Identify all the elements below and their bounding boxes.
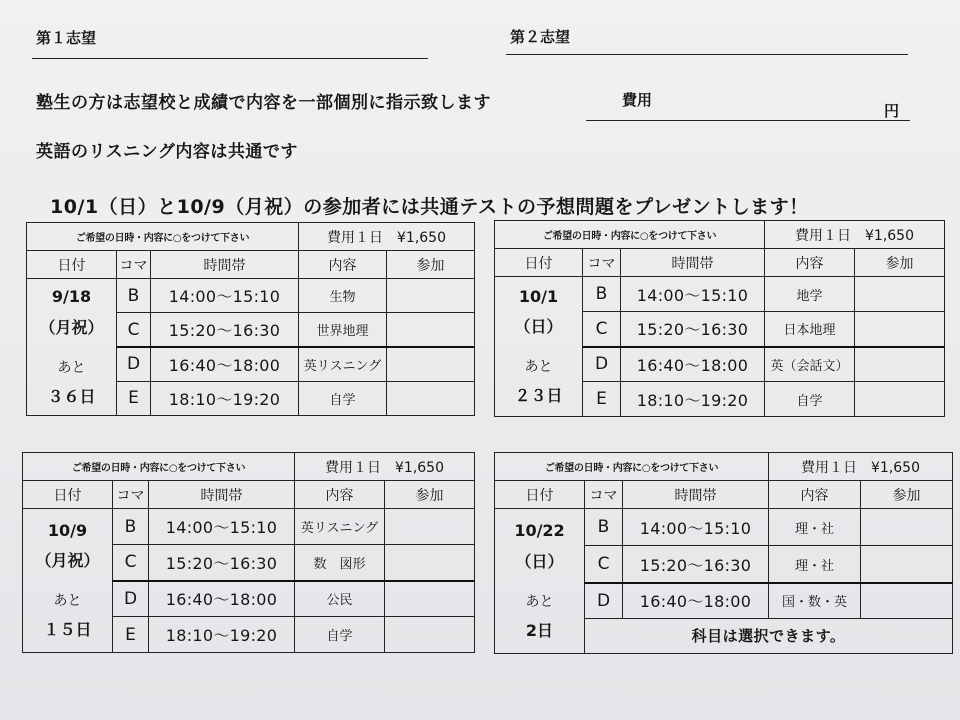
col-header-date: 日付 bbox=[495, 249, 583, 277]
fee-unit: 円 bbox=[884, 102, 900, 120]
col-header-join: 参加 bbox=[855, 249, 945, 277]
join-checkbox[interactable] bbox=[855, 312, 945, 347]
col-header-date: 日付 bbox=[23, 481, 113, 509]
col-header-subject: 内容 bbox=[765, 249, 855, 277]
join-checkbox[interactable] bbox=[385, 545, 475, 581]
subject: 国・数・英 bbox=[769, 583, 861, 618]
table-instruction: ご希望の日時・内容に○をつけて下さい bbox=[495, 221, 765, 249]
schedule-table-1001 bbox=[494, 220, 945, 417]
date-cell bbox=[495, 509, 585, 654]
time-slot: 15:20〜16:30 bbox=[151, 313, 299, 347]
subject: 英リスニング bbox=[299, 347, 387, 381]
date-cell bbox=[27, 279, 117, 416]
days-remaining-label: あと bbox=[53, 593, 82, 610]
time-slot: 14:00〜15:10 bbox=[151, 279, 299, 313]
time-slot: 18:10〜19:20 bbox=[149, 617, 295, 653]
date-value: 10/22 bbox=[514, 521, 565, 541]
time-slot: 16:40〜18:00 bbox=[621, 347, 765, 382]
subject: 自学 bbox=[299, 381, 387, 415]
days-remaining: 2日 bbox=[525, 620, 554, 640]
col-header-join: 参加 bbox=[385, 481, 475, 509]
col-header-subject: 内容 bbox=[769, 481, 861, 509]
subject: 自学 bbox=[765, 382, 855, 417]
period-label: B bbox=[113, 509, 149, 545]
period-label: C bbox=[585, 546, 623, 583]
subject: 地学 bbox=[765, 277, 855, 312]
col-header-time: 時間帯 bbox=[151, 251, 299, 279]
subject: 日本地理 bbox=[765, 312, 855, 347]
join-checkbox[interactable] bbox=[387, 279, 475, 313]
join-checkbox[interactable] bbox=[855, 382, 945, 417]
join-checkbox[interactable] bbox=[385, 617, 475, 653]
subject: 理・社 bbox=[769, 509, 861, 546]
days-remaining: ２３日 bbox=[514, 385, 563, 405]
period-label: B bbox=[583, 277, 621, 312]
date-cell bbox=[23, 509, 113, 653]
table-instruction: ご希望の日時・内容に○をつけて下さい bbox=[23, 453, 295, 481]
join-checkbox[interactable] bbox=[387, 347, 475, 381]
date-weekday: （月祝） bbox=[35, 551, 100, 570]
date-weekday: （日） bbox=[514, 317, 563, 336]
table-instruction: ご希望の日時・内容に○をつけて下さい bbox=[495, 453, 769, 481]
time-slot: 14:00〜15:10 bbox=[623, 509, 769, 546]
period-label: C bbox=[583, 312, 621, 347]
individual-note: 塾生の方は志望校と成績で内容を一部個別に指示致します bbox=[36, 93, 491, 113]
date-weekday: （月祝） bbox=[39, 317, 104, 337]
time-slot: 15:20〜16:30 bbox=[621, 312, 765, 347]
period-label: D bbox=[583, 347, 621, 382]
join-checkbox[interactable] bbox=[855, 277, 945, 312]
join-checkbox[interactable] bbox=[855, 347, 945, 382]
col-header-time: 時間帯 bbox=[149, 481, 295, 509]
days-remaining-label: あと bbox=[524, 359, 553, 376]
join-checkbox[interactable] bbox=[385, 581, 475, 617]
col-header-koma: コマ bbox=[585, 481, 623, 509]
subject: 公民 bbox=[295, 581, 385, 617]
subject: 数 図形 bbox=[295, 545, 385, 581]
period-label: D bbox=[113, 581, 149, 617]
fee-label: 費用 bbox=[622, 91, 653, 109]
period-label: D bbox=[117, 347, 151, 381]
second-choice-label: 第２志望 bbox=[510, 28, 571, 46]
table-fee: 費用１日 ¥1,650 bbox=[299, 223, 475, 251]
col-header-time: 時間帯 bbox=[621, 249, 765, 277]
period-label: B bbox=[117, 279, 151, 313]
time-slot: 14:00〜15:10 bbox=[621, 277, 765, 312]
time-slot: 18:10〜19:20 bbox=[151, 381, 299, 415]
join-checkbox[interactable] bbox=[861, 583, 953, 618]
date-value: 10/1 bbox=[518, 286, 559, 306]
days-remaining-label: あと bbox=[57, 360, 86, 377]
col-header-koma: コマ bbox=[583, 249, 621, 277]
subject: 英（会話文） bbox=[765, 347, 855, 382]
subject: 英リスニング bbox=[295, 509, 385, 545]
period-label: D bbox=[585, 583, 623, 618]
join-checkbox[interactable] bbox=[385, 509, 475, 545]
join-checkbox[interactable] bbox=[387, 313, 475, 347]
listening-note: 英語のリスニング内容は共通です bbox=[36, 142, 298, 162]
subject: 生物 bbox=[299, 279, 387, 313]
first-choice-label: 第１志望 bbox=[36, 29, 97, 47]
time-slot: 15:20〜16:30 bbox=[623, 546, 769, 583]
schedule-table-0918 bbox=[26, 222, 475, 416]
join-checkbox[interactable] bbox=[861, 509, 953, 546]
date-weekday: （日） bbox=[515, 551, 564, 571]
period-label: C bbox=[117, 313, 151, 347]
subject: 自学 bbox=[295, 617, 385, 653]
time-slot: 18:10〜19:20 bbox=[621, 382, 765, 417]
period-label: E bbox=[113, 617, 149, 653]
period-label: E bbox=[583, 382, 621, 417]
join-checkbox[interactable] bbox=[387, 381, 475, 415]
table-fee: 費用１日 ¥1,650 bbox=[769, 453, 953, 481]
fee-line[interactable] bbox=[586, 120, 910, 121]
time-slot: 16:40〜18:00 bbox=[623, 583, 769, 618]
table-fee: 費用１日 ¥1,650 bbox=[295, 453, 475, 481]
schedule-table-1022 bbox=[494, 452, 953, 654]
schedule-table-1009 bbox=[22, 452, 475, 653]
time-slot: 16:40〜18:00 bbox=[149, 581, 295, 617]
col-header-koma: コマ bbox=[113, 481, 149, 509]
col-header-koma: コマ bbox=[117, 251, 151, 279]
first-choice-line[interactable] bbox=[32, 58, 428, 59]
period-label: E bbox=[117, 381, 151, 415]
days-remaining: １５日 bbox=[43, 619, 92, 639]
date-cell bbox=[495, 277, 583, 417]
second-choice-line[interactable] bbox=[506, 54, 908, 55]
col-header-join: 参加 bbox=[861, 481, 953, 509]
table-fee: 費用１日 ¥1,650 bbox=[765, 221, 945, 249]
period-label: B bbox=[585, 509, 623, 546]
period-label: C bbox=[113, 545, 149, 581]
col-header-date: 日付 bbox=[27, 251, 117, 279]
col-header-subject: 内容 bbox=[295, 481, 385, 509]
join-checkbox[interactable] bbox=[861, 546, 953, 583]
days-remaining-label: あと bbox=[525, 594, 554, 611]
subject-choice-note: 科目は選択できます。 bbox=[585, 618, 953, 653]
time-slot: 14:00〜15:10 bbox=[149, 509, 295, 545]
subject: 理・社 bbox=[769, 546, 861, 583]
time-slot: 16:40〜18:00 bbox=[151, 347, 299, 381]
subject: 世界地理 bbox=[299, 313, 387, 347]
col-header-join: 参加 bbox=[387, 251, 475, 279]
present-banner: 10/1（日）と10/9（月祝）の参加者には共通テストの予想問題をプレゼントします！ bbox=[50, 196, 809, 218]
days-remaining: ３６日 bbox=[47, 386, 96, 406]
col-header-time: 時間帯 bbox=[623, 481, 769, 509]
table-instruction: ご希望の日時・内容に○をつけて下さい bbox=[27, 223, 299, 251]
col-header-date: 日付 bbox=[495, 481, 585, 509]
date-value: 9/18 bbox=[51, 287, 92, 307]
date-value: 10/9 bbox=[47, 520, 88, 540]
time-slot: 15:20〜16:30 bbox=[149, 545, 295, 581]
col-header-subject: 内容 bbox=[299, 251, 387, 279]
